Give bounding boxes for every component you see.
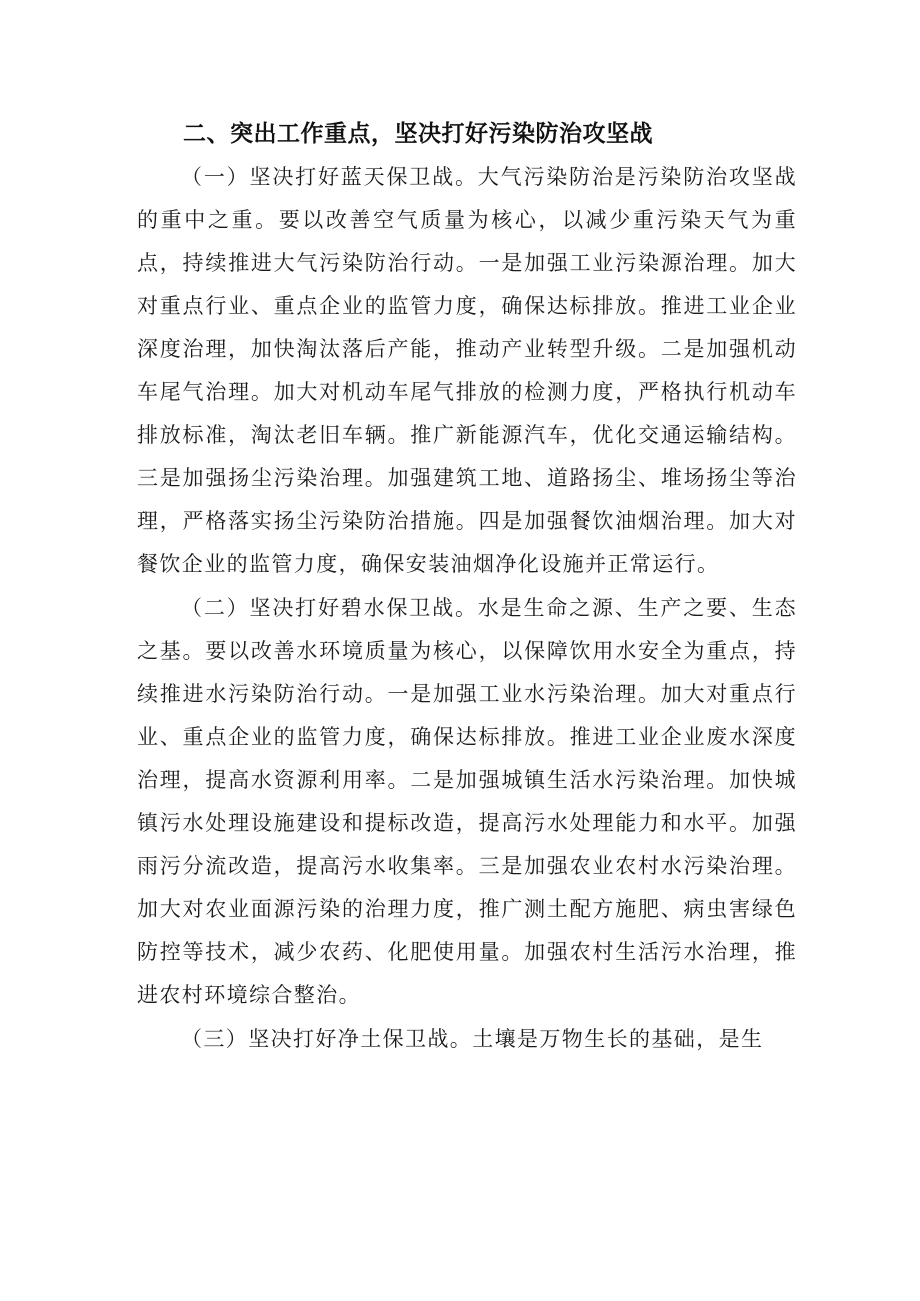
document-body [137, 112, 797, 1061]
paragraph-blue-sky: （一）坚决打好蓝天保卫战。大气污染防治是污染防治攻坚战的重中之重。要以改善空气质量为核心，以减少重污染天气为重点，持续推进大气污染防治行动。一是加强工业污染源治理。加大对重点行业、重点企业的监管力度，确保达标排放。推进工业企业深度治理，加快淘汰落后产能，推动产业转型升级。二是加强机动车尾气治理。加大对机动车尾气排放的检测力度，严格执行机动车排放标准，淘汰老旧车辆。推广新能源汽车，优化交通运输结构。三是加强扬尘污染治理。加强建筑工地、道路扬尘、堆场扬尘等治理，严格落实扬尘污染防治措施。四是加强餐饮油烟治理。加大对餐饮企业的监管力度，确保安装油烟净化设施并正常运行。 [137, 165, 797, 576]
section-heading: 二、突出工作重点，坚决打好污染防治攻坚战 [183, 121, 653, 147]
paragraph-pure-soil: （三）坚决打好净土保卫战。土壤是万物生长的基础，是生 [181, 1027, 764, 1051]
paragraph-clear-water: （二）坚决打好碧水保卫战。水是生命之源、生产之要、生态之基。要以改善水环境质量为核心，以保障饮用水安全为重点，持续推进水污染防治行动。一是加强工业水污染治理。加大对重点行业、重点企业的监管力度，确保达标排放。推进工业企业废水深度治理，提高水资源利用率。二是加强城镇生活水污染治理。加快城镇污水处理设施建设和提标改造，提高污水处理能力和水平。加强雨污分流改造，提高污水收集率。三是加强农业农村水污染治理。加大对农业面源污染的治理力度，推广测土配方施肥、病虫害绿色防控等技术，减少农药、化肥使用量。加强农村生活污水治理，推进农村环境综合整治。 [137, 596, 797, 1007]
